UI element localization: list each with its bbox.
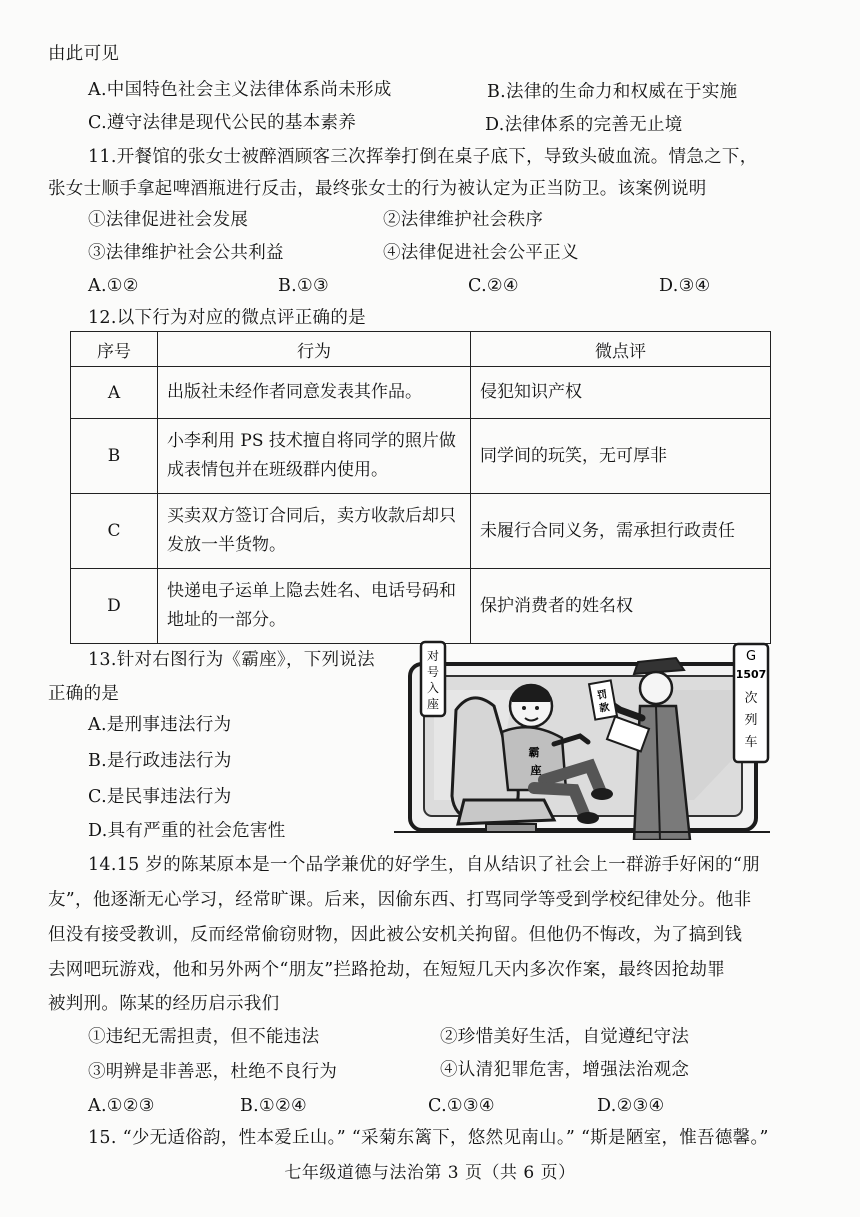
- q11-statement-1: ①法律促进社会发展: [88, 210, 249, 230]
- q14-statement-2: ②珍惜美好生活，自觉遵纪守法: [440, 1027, 690, 1047]
- table-header-cell: 微点评: [471, 332, 771, 367]
- row-id: B: [71, 419, 158, 494]
- table-row: [71, 367, 771, 419]
- sign-right-line: 1507: [735, 668, 767, 681]
- row-id: C: [71, 494, 158, 569]
- q13-stem-line1: 13.针对右图行为《霸座》，下列说法: [88, 650, 375, 670]
- q10-option-c: C.遵守法律是现代公民的基本素养: [88, 113, 357, 133]
- sign-left-char: 对: [426, 649, 440, 663]
- q14-stem-line2: 友”，他逐渐无心学习，经常旷课。后来，因偷东西、打骂同学等受到学校纪律处分。他非: [48, 890, 752, 910]
- q11-option-c: C.②④: [468, 276, 519, 296]
- q10-option-b: B.法律的生命力和权威在于实施: [487, 82, 738, 102]
- q14-statement-3: ③明辨是非善恶，杜绝不良行为: [88, 1062, 338, 1082]
- q14-stem-line4: 去网吧玩游戏，他和另外两个“朋友”拦路抢劫，在短短几天内多次作案，最终因抢劫罪: [48, 960, 726, 980]
- table-row: [71, 419, 771, 494]
- row-action: 小李利用 PS 技术擅自将同学的照片做成表情包并在班级群内使用。: [158, 419, 471, 494]
- q14-statement-4: ④认清犯罪危害，增强法治观念: [440, 1060, 690, 1080]
- q11-statement-4: ④法律促进社会公平正义: [383, 243, 579, 263]
- q12-stem: 12.以下行为对应的微点评正确的是: [88, 308, 366, 328]
- table-header-cell: 序号: [71, 332, 158, 367]
- sign-right-line: G: [745, 649, 757, 664]
- continuation-text: 由此可见: [48, 44, 120, 64]
- sign-right-char: 次: [744, 691, 758, 706]
- sign-left-char: 座: [426, 697, 440, 711]
- q10-option-a: A.中国特色社会主义法律体系尚未形成: [88, 80, 392, 100]
- page-footer: 七年级道德与法治第 3 页（共 6 页）: [284, 1163, 576, 1183]
- q11-statement-3: ③法律维护社会公共利益: [88, 243, 284, 263]
- q14-option-c: C.①③④: [428, 1096, 495, 1116]
- row-id: A: [71, 367, 158, 419]
- q11-option-d: D.③④: [659, 276, 711, 296]
- ticket-char: 罚: [596, 689, 609, 702]
- sign-left-char: 号: [426, 665, 440, 679]
- shirt-char: 座: [530, 764, 542, 777]
- q13-option-c: C.是民事违法行为: [88, 787, 232, 807]
- q14-stem-line1: 14.15 岁的陈某原本是一个品学兼优的好学生，自从结识了社会上一群游手好闲的“朋: [88, 855, 760, 875]
- sign-right-char: 列: [744, 713, 758, 728]
- table-header-row: [71, 332, 771, 367]
- table-row: [71, 494, 771, 569]
- table-row: [71, 569, 771, 644]
- sign-right-char: 车: [744, 735, 758, 750]
- row-action: 快递电子运单上隐去姓名、电话号码和地址的一部分。: [158, 569, 471, 644]
- q12-table: [70, 331, 771, 644]
- q11-stem-line2: 张女士顺手拿起啤酒瓶进行反击，最终张女士的行为被认定为正当防卫。该案例说明: [48, 179, 707, 199]
- q13-option-a: A.是刑事违法行为: [88, 715, 232, 735]
- q13-stem-line2: 正确的是: [48, 684, 120, 704]
- seat-hogging-cartoon: [394, 640, 770, 840]
- q14-stem-line5: 被判刑。陈某的经历启示我们: [48, 994, 280, 1014]
- row-comment: 同学间的玩笑，无可厚非: [471, 419, 771, 494]
- row-id: D: [71, 569, 158, 644]
- q11-stem-line1: 11.开餐馆的张女士被醉酒顾客三次挥拳打倒在桌子底下，导致头破血流。情急之下，: [88, 147, 758, 167]
- q13-option-d: D.具有严重的社会危害性: [88, 821, 286, 841]
- shirt-char: 霸: [528, 746, 540, 759]
- row-action: 买卖双方签订合同后，卖方收款后却只发放一半货物。: [158, 494, 471, 569]
- row-comment: 未履行合同义务，需承担行政责任: [471, 494, 771, 569]
- q11-option-b: B.①③: [278, 276, 329, 296]
- sign-left-char: 入: [426, 681, 440, 695]
- table-header-cell: 行为: [158, 332, 471, 367]
- q11-option-a: A.①②: [88, 276, 139, 296]
- q14-stem-line3: 但没有接受教训，反而经常偷窃财物，因此被公安机关拘留。但他仍不悔改，为了搞到钱: [48, 925, 743, 945]
- row-comment: 侵犯知识产权: [471, 367, 771, 419]
- q15-stem-line1: 15. “少无适俗韵，性本爱丘山。” “采菊东篱下，悠然见南山。” “斯是陋室，惟吾德馨。”: [88, 1128, 769, 1148]
- q10-option-d: D.法律体系的完善无止境: [485, 115, 683, 135]
- q11-statement-2: ②法律维护社会秩序: [383, 210, 544, 230]
- row-comment: 保护消费者的姓名权: [471, 569, 771, 644]
- q14-option-a: A.①②③: [88, 1096, 155, 1116]
- row-action: 出版社未经作者同意发表其作品。: [158, 367, 471, 419]
- ticket-char: 款: [598, 702, 611, 715]
- q14-option-b: B.①②④: [240, 1096, 307, 1116]
- q14-option-d: D.②③④: [597, 1096, 665, 1116]
- q13-option-b: B.是行政违法行为: [88, 751, 232, 771]
- q14-statement-1: ①违纪无需担责，但不能违法: [88, 1027, 320, 1047]
